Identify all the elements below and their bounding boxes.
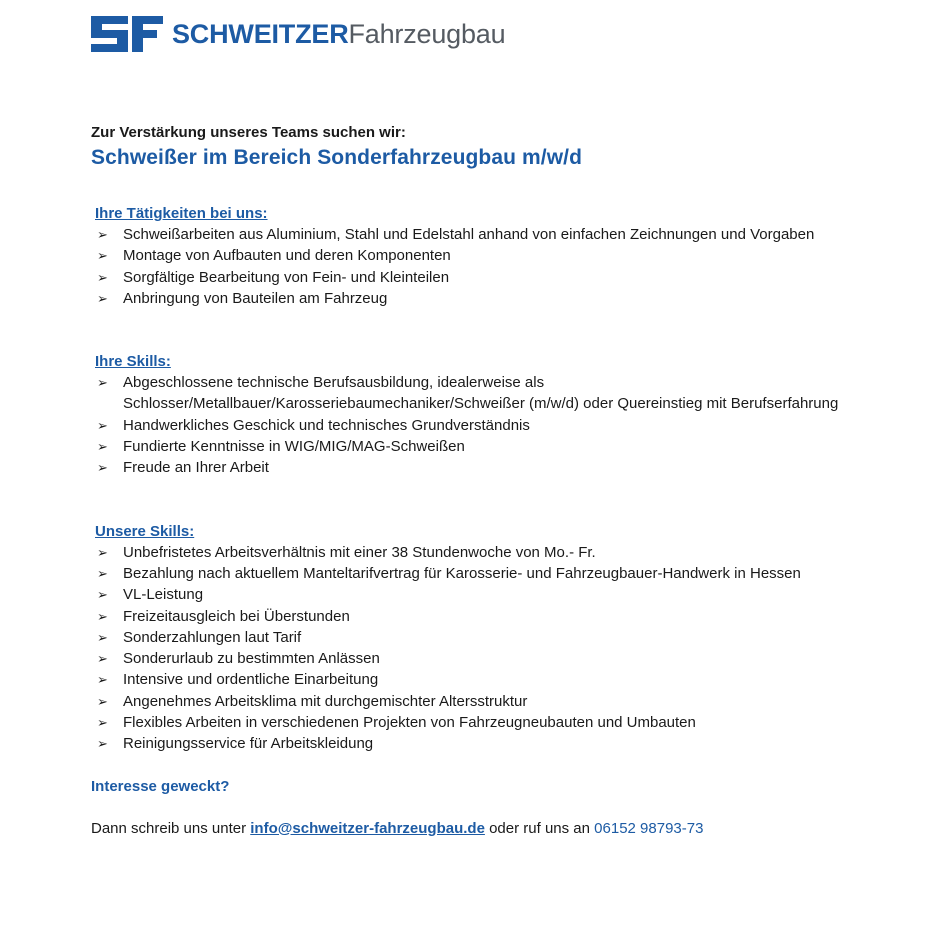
section-tasks xyxy=(91,203,891,309)
list-item-text: Intensive und ordentliche Einarbeitung xyxy=(123,671,379,689)
arrowhead-bullet-icon: ➢ xyxy=(97,651,108,667)
interest-heading: Interesse geweckt? xyxy=(91,777,230,795)
list-item-text: Montage von Aufbauten und deren Komponenten xyxy=(123,247,451,265)
list-item-text: Sonderurlaub zu bestimmten Anlässen xyxy=(123,650,380,668)
list-item xyxy=(91,267,891,288)
list-item xyxy=(91,436,891,457)
list-item-text: Sorgfältige Bearbeitung von Fein- und Kleinteilen xyxy=(123,268,450,286)
arrowhead-bullet-icon: ➢ xyxy=(97,227,108,242)
arrowhead-bullet-icon: ➢ xyxy=(97,290,108,306)
bullet-list xyxy=(91,372,891,478)
list-item xyxy=(91,415,891,436)
arrowhead-bullet-icon: ➢ xyxy=(97,629,108,645)
sf-logo-mark-icon xyxy=(91,16,163,52)
arrowhead-bullet-icon: ➢ xyxy=(97,460,108,476)
list-item-text: Flexibles Arbeiten in verschiedenen Projekten von Fahrzeugneubauten und Umbauten xyxy=(123,714,696,732)
list-item xyxy=(91,457,891,478)
list-item-text: Freude an Ihrer Arbeit xyxy=(123,459,269,477)
arrowhead-bullet-icon: ➢ xyxy=(97,587,108,603)
bullet-list xyxy=(91,224,891,309)
arrowhead-bullet-icon: ➢ xyxy=(97,375,108,391)
job-posting xyxy=(91,121,891,839)
list-item-text: Unbefristetes Arbeitsverhältnis mit einer 38 Stundenwoche von Mo.- Fr. xyxy=(123,543,596,561)
arrowhead-bullet-icon: ➢ xyxy=(97,715,108,731)
list-item xyxy=(91,288,891,309)
bullet-list xyxy=(91,542,891,755)
list-item-text: Sonderzahlungen laut Tarif xyxy=(123,628,302,646)
list-item xyxy=(91,563,891,584)
arrowhead-bullet-icon: ➢ xyxy=(97,736,108,752)
list-item xyxy=(91,224,891,245)
arrowhead-bullet-icon: ➢ xyxy=(97,693,108,709)
list-item-text: Fundierte Kenntnisse in WIG/MIG/MAG-Schweißen xyxy=(123,438,465,456)
list-item-text: Handwerkliches Geschick und technisches Grundverständnis xyxy=(123,416,530,434)
arrowhead-bullet-icon: ➢ xyxy=(97,544,108,560)
list-item xyxy=(91,542,891,563)
list-item xyxy=(91,245,891,266)
section-our-offer xyxy=(91,521,891,755)
list-item-text: VL-Leistung xyxy=(123,586,204,604)
list-item-text: Bezahlung nach aktuellem Manteltarifvertrag für Karosserie- und Fahrzeugbauer-Handwerk in Hessen xyxy=(123,564,801,582)
list-item xyxy=(91,669,891,690)
list-item xyxy=(91,584,891,605)
list-item-text: Angenehmes Arbeitsklima mit durchgemischter Altersstruktur xyxy=(123,692,528,710)
contact-line xyxy=(91,818,891,839)
contact-prefix: Dann schreib uns unter xyxy=(91,819,247,837)
phone-link[interactable]: 06152 98793-73 xyxy=(594,819,704,837)
list-item xyxy=(91,627,891,648)
section-heading: Unsere Skills: xyxy=(95,522,195,540)
list-item xyxy=(91,648,891,669)
list-item-text: Reinigungsservice für Arbeitskleidung xyxy=(123,735,374,753)
list-item xyxy=(91,712,891,733)
list-item-text: Abgeschlossene technische Berufsausbildung, idealerweise als Schlosser/Metallbauer/Karosseriebaumechaniker/Schweißer (m/w/d) oder Quereinstieg mit Berufserfahrung xyxy=(123,374,839,413)
list-item-text: Freizeitausgleich bei Überstunden xyxy=(123,607,350,625)
section-heading: Ihre Skills: xyxy=(95,353,171,371)
section-heading: Ihre Tätigkeiten bei uns: xyxy=(95,205,268,222)
list-item xyxy=(91,606,891,627)
arrowhead-bullet-icon: ➢ xyxy=(97,248,108,264)
contact-middle: oder ruf uns an xyxy=(489,819,590,837)
list-item-text: Anbringung von Bauteilen am Fahrzeug xyxy=(123,289,388,307)
list-item xyxy=(91,733,891,754)
logo-wordmark xyxy=(172,16,505,52)
logo-brand: SCHWEITZER xyxy=(172,19,349,49)
arrowhead-bullet-icon: ➢ xyxy=(97,672,108,688)
email-link[interactable]: info@schweitzer-fahrzeugbau.de xyxy=(250,819,485,837)
arrowhead-bullet-icon: ➢ xyxy=(97,608,108,624)
logo-suffix: Fahrzeugbau xyxy=(348,19,506,49)
list-item xyxy=(91,372,891,415)
company-logo xyxy=(91,16,505,52)
arrowhead-bullet-icon: ➢ xyxy=(97,269,108,285)
arrowhead-bullet-icon: ➢ xyxy=(97,439,108,455)
section-your-skills xyxy=(91,351,891,478)
arrowhead-bullet-icon: ➢ xyxy=(97,565,108,581)
arrowhead-bullet-icon: ➢ xyxy=(97,417,108,433)
list-item xyxy=(91,691,891,712)
job-title: Schweißer im Bereich Sonderfahrzeugbau m/w/d xyxy=(91,146,583,169)
intro-text: Zur Verstärkung unseres Teams suchen wir: xyxy=(91,124,406,141)
list-item-text: Schweißarbeiten aus Aluminium, Stahl und Edelstahl anhand von einfachen Zeichnungen und Vorgaben xyxy=(123,226,815,243)
